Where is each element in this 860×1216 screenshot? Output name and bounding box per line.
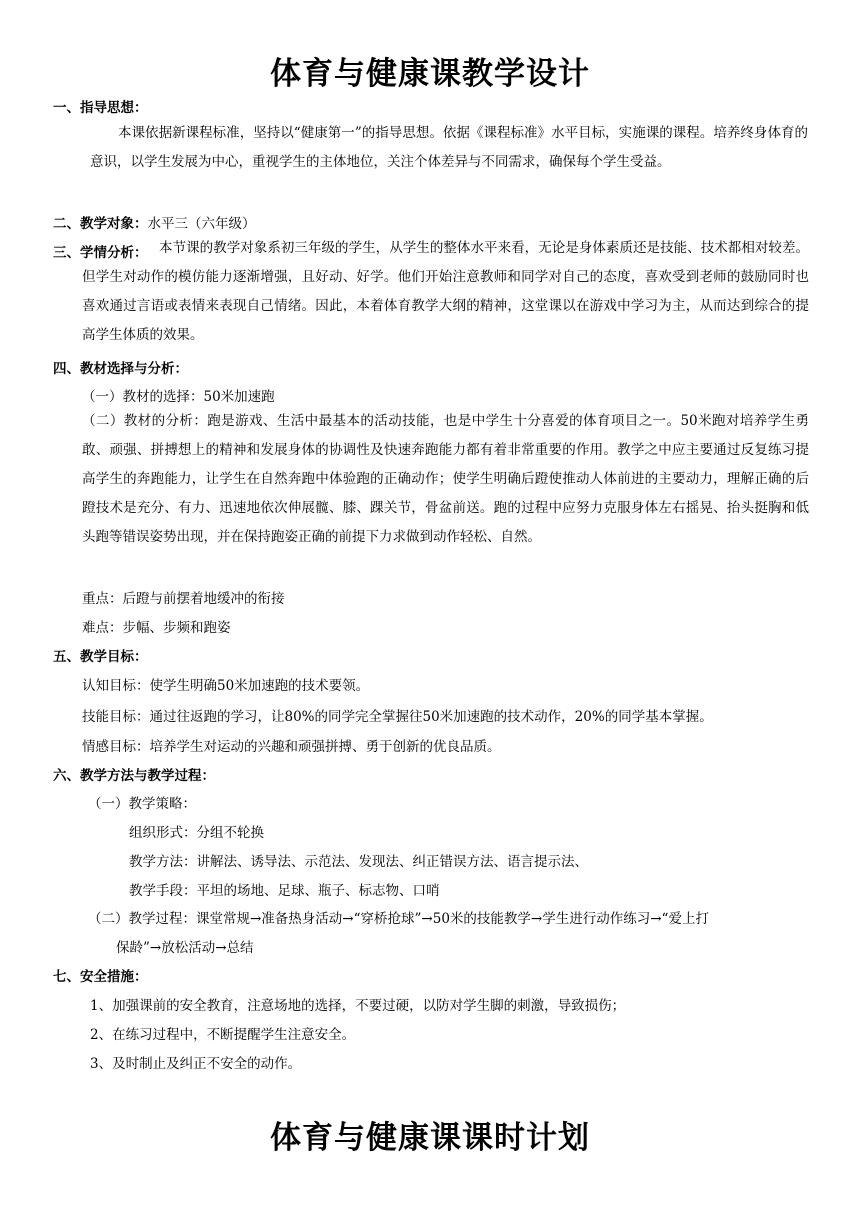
section-4-choice: （一）教材的选择：50米加速跑 xyxy=(82,389,275,405)
section-5-emotion: 情感目标：培养学生对运动的兴趣和顽强拼搏、勇于创新的优良品质。 xyxy=(82,739,501,755)
section-4-key-point: 重点：后蹬与前摆着地缓冲的衔接 xyxy=(82,591,285,607)
section-4-difficulty: 难点：步幅、步频和跑姿 xyxy=(82,620,231,636)
section-6-methods: 教学方法：讲解法、诱导法、示范法、发现法、纠正错误方法、语言提示法、 xyxy=(129,854,588,870)
section-2 xyxy=(53,212,256,232)
section-6-strategy: （一）教学策略： xyxy=(88,796,196,812)
section-2-value: 水平三（六年级） xyxy=(147,216,256,232)
document-title: 体育与健康课教学设计 xyxy=(270,56,590,92)
section-5-skill: 技能目标：通过往返跑的学习，让80%的同学完全掌握往50米加速跑的技术动作，20%的同学基本掌握。 xyxy=(82,709,713,725)
section-6-organization: 组织形式：分组不轮换 xyxy=(129,825,264,841)
section-7-measure-2: 2、在练习过程中，不断提醒学生注意安全。 xyxy=(90,1027,356,1043)
section-3-body: 本节课的教学对象系初三年级的学生，从学生的整体水平来看，无论是身体素质还是技能、技术都相对较差。但学生对动作的模仿能力逐渐增强，且好动、好学。他们开始注意教师和同学对自己的态度，喜欢受到老师的鼓励同时也喜欢通过言语或表情来表现自己情绪。因此，本着体育教学大纲的精神，这堂课以在游戏中学习为主，从而达到综合的提高学生体质的效果。 xyxy=(82,240,809,343)
section-7-measure-3: 3、及时制止及纠正不安全的动作。 xyxy=(90,1056,302,1072)
section-5-heading: 五、教学目标： xyxy=(53,649,148,665)
section-4-analysis: （二）教材的分析：跑是游戏、生活中最基本的活动技能，也是中学生十分喜爱的体育项目之一。50米跑对培养学生勇敢、顽强、拼搏想上的精神和发展身体的协调性及快速奔跑能力都有着非常重要的作用。教学之中应主要通过反复练习提高学生的奔跑能力，让学生在自然奔跑中体验跑的正确动作；使学生明确后蹬使推动人体前进的主要动力，理解正确的后蹬技术是充分、有力、迅速地依次伸展髋、膝、踝关节，骨盆前送。跑的过程中应努力克服身体左右摇晃、抬头挺胸和低头跑等错误姿势出现，并在保持跑姿正确的前提下力求做到动作轻松、自然。 xyxy=(82,413,809,545)
section-6-heading: 六、教学方法与教学过程： xyxy=(53,768,215,784)
section-7-measure-1: 1、加强课前的安全教育，注意场地的选择，不要过硬，以防对学生脚的刺激，导致损伤； xyxy=(90,998,626,1014)
section-3-heading: 三、学情分析： xyxy=(53,245,148,261)
section-2-heading: 二、教学对象： xyxy=(53,216,148,232)
document-title-2: 体育与健康课课时计划 xyxy=(270,1120,590,1156)
section-1-heading: 一、指导思想： xyxy=(53,100,148,116)
section-4-heading: 四、教材选择与分析： xyxy=(53,361,188,377)
section-1-body: 本课依据新课程标准，坚持以“健康第一”的指导思想。依据《课程标准》水平目标，实施课的课程。培养终身体育的意识，以学生发展为中心，重视学生的主体地位，关注个体差异与不同需求，确保每个学生受益。 xyxy=(90,125,808,170)
section-6-means: 教学手段：平坦的场地、足球、瓶子、标志物、口哨 xyxy=(129,883,440,899)
section-6-process-line-2: 保龄”→放松活动→总结 xyxy=(116,940,254,956)
section-5-cognitive: 认知目标：使学生明确50米加速跑的技术要领。 xyxy=(82,678,370,694)
section-6-process-line-1: （二）教学过程：课堂常规→准备热身活动→“穿桥抢球”→50米的技能教学→学生进行动作练习→“爱上打 xyxy=(88,911,709,927)
section-7-heading: 七、安全措施： xyxy=(53,969,148,985)
